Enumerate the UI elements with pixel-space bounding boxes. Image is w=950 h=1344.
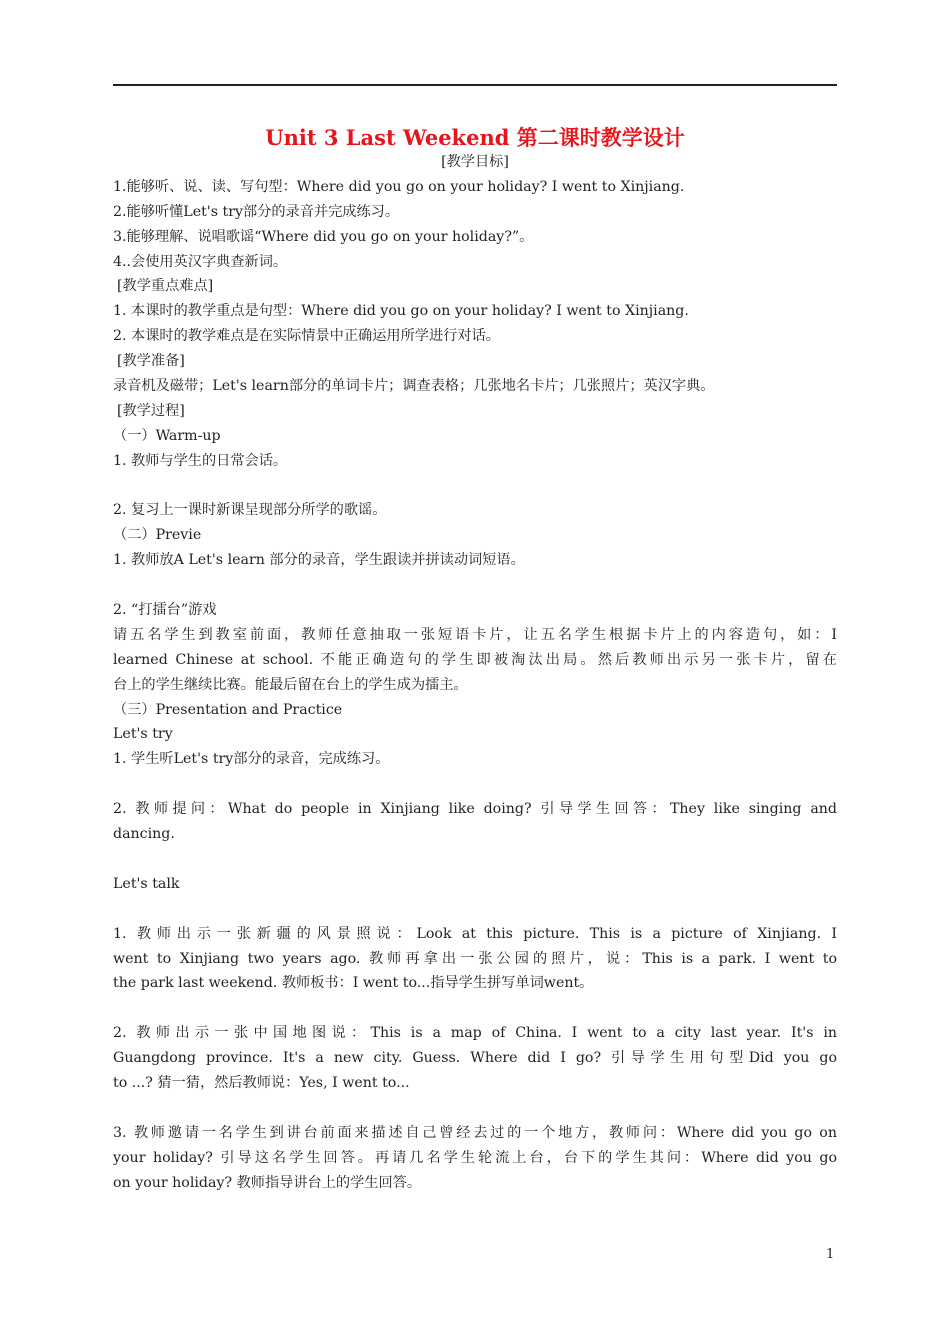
text-line: 2. 本课时的教学难点是在实际情景中正确运用所学进行对话。	[113, 328, 500, 345]
text-line: Let's try	[113, 726, 173, 743]
text-line: to ...? 猜一猜，然后教师说：Yes, I went to...	[113, 1074, 410, 1091]
text-line: 1. 学生听Let's try部分的录音，完成练习。	[113, 751, 390, 768]
text-line: 4..会使用英汉字典查新词。	[113, 253, 288, 270]
text-line: （一）Warm-up	[113, 427, 221, 444]
text-line: 1. 教师与学生的日常会话。	[113, 452, 288, 469]
text-line: 3.能够理解、说唱歌谣“Where did you go on your holiday?”。	[113, 228, 534, 245]
text-line: [教学准备]	[117, 353, 185, 370]
text-line: 2.能够听懂Let's try部分的录音并完成练习。	[113, 203, 400, 220]
text-line: [教学重点难点]	[117, 278, 214, 295]
document-body	[113, 150, 837, 1195]
text-line: 2. 教师出示一张中国地图说：This is a map of China. I went to a city last year. It's in	[113, 1025, 837, 1042]
header-rule	[113, 84, 837, 86]
blank-line	[113, 1096, 837, 1121]
text-line: （二）Previe	[113, 527, 202, 544]
text-line: 请五名学生到教室前面，教师任意抽取一张短语卡片，让五名学生根据卡片上的内容造句，如：I	[113, 626, 837, 643]
text-line: （三）Presentation and Practice	[113, 701, 343, 718]
document-title: Unit 3 Last Weekend 第二课时教学设计	[265, 125, 685, 150]
text-line: 1. 本课时的教学重点是句型：Where did you go on your holiday? I went to Xinjiang.	[113, 303, 689, 320]
page-number: 1	[826, 1247, 835, 1262]
text-line: [教学目标]	[441, 154, 509, 170]
blank-line	[113, 474, 837, 499]
blank-line	[113, 573, 837, 598]
text-line: the park last weekend. 教师板书：I went to...指导学生拼写单词went。	[113, 975, 594, 992]
text-line: your holiday? 引导这名学生回答。再请几名学生轮流上台，台下的学生其问：Where did you go	[113, 1149, 837, 1166]
text-line: 1.能够听、说、读、写句型：Where did you go on your holiday? I went to Xinjiang.	[113, 178, 685, 195]
blank-line	[113, 847, 837, 872]
text-line: learned Chinese at school. 不能正确造句的学生即被淘汰出局。然后教师出示另一张卡片，留在	[113, 651, 837, 668]
blank-line	[113, 897, 837, 922]
text-line: dancing.	[113, 826, 175, 843]
text-line: Let's talk	[113, 875, 180, 892]
text-line: 录音机及磁带；Let's learn部分的单词卡片；调查表格；几张地名卡片；几张照片；英汉字典。	[113, 378, 715, 395]
text-line: went to Xinjiang two years ago. 教师再拿出一张公园的照片，说：This is a park. I went to	[113, 950, 837, 967]
text-line: 1. 教师出示一张新疆的风景照说：Look at this picture. This is a picture of Xinjiang. I	[113, 925, 837, 942]
text-line: [教学过程]	[117, 402, 185, 419]
text-line: 2. 教师提问：What do people in Xinjiang like doing? 引导学生回答：They like singing and	[113, 801, 837, 818]
blank-line	[113, 772, 837, 797]
text-line: 台上的学生继续比赛。能最后留在台上的学生成为擂主。	[113, 676, 468, 693]
text-line: 2. “打擂台”游戏	[113, 602, 217, 619]
text-line: on your holiday? 教师指导讲台上的学生回答。	[113, 1174, 422, 1191]
text-line: 3. 教师邀请一名学生到讲台前面来描述自己曾经去过的一个地方，教师问：Where did you go on	[113, 1124, 837, 1141]
blank-line	[113, 996, 837, 1021]
text-line: 2. 复习上一课时新课呈现部分所学的歌谣。	[113, 502, 387, 519]
text-line: Guangdong province. It's a new city. Guess. Where did I go? 引导学生用句型Did you go	[113, 1050, 837, 1067]
text-line: 1. 教师放A Let's learn 部分的录音，学生跟读并拼读动词短语。	[113, 552, 525, 569]
